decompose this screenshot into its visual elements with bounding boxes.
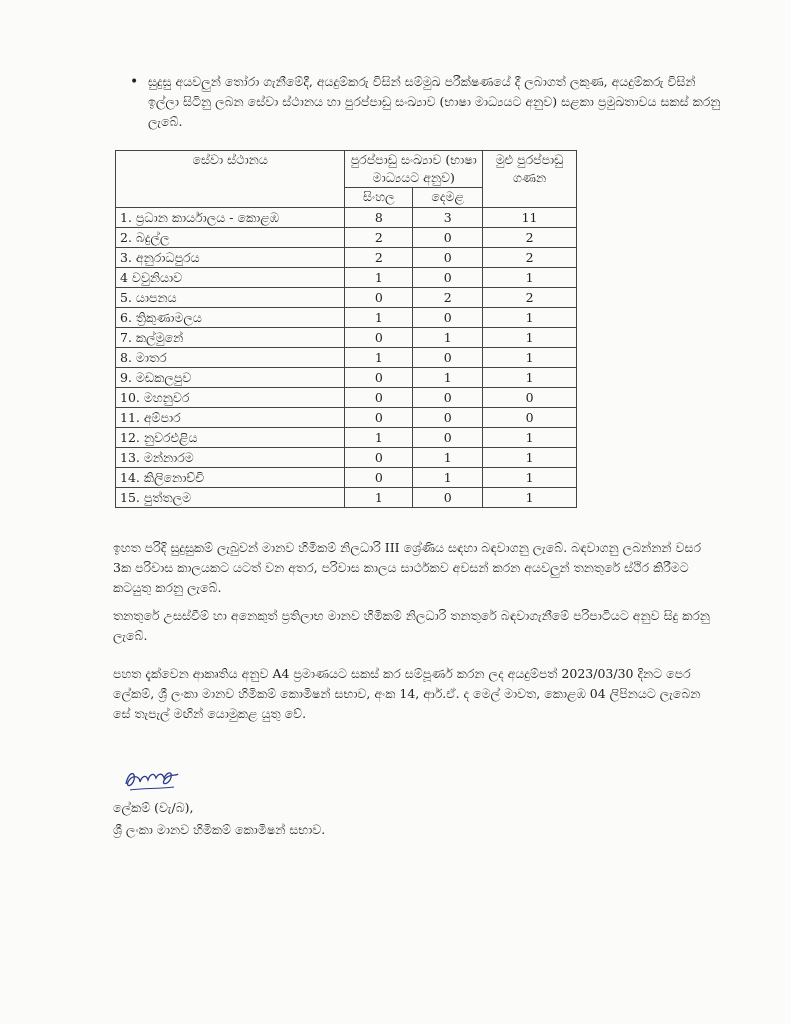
header-station: සේවා ස්ථානය xyxy=(116,151,345,208)
tamil-cell: 1 xyxy=(413,328,483,348)
header-total: මුළු පුරප්පාඩු ගණන xyxy=(483,151,577,208)
intro-text: සුදුසු අයවලුන් තෝරා ගැනීමේදී, අයදුම්කරු විසින් සම්මුඛ පරීක්ෂණයේ දී ලබාගත් ලකුණ, අයදුම්කරු විසින් ඉල්ලා සිටිනු ලබන සේවා ස්ථානය හා පුරප්පාඩු සංඛ්‍යාව (භාෂා මාධ්‍යයට අනුව) සළකා ප්‍රමුඛතාවය සකස් කරනු ලැබේ. xyxy=(148,74,721,129)
signature-organization: ශ්‍රී ලංකා මානව හිමිකම් කොමිෂන් සභාව. xyxy=(113,822,326,837)
bullet-icon: • xyxy=(130,74,139,90)
tamil-cell: 0 xyxy=(413,308,483,328)
total-cell: 0 xyxy=(483,388,577,408)
sinhala-cell: 0 xyxy=(345,368,413,388)
table-row xyxy=(116,388,577,408)
table-row xyxy=(116,448,577,468)
table-row xyxy=(116,268,577,288)
station-cell: 15. පුත්තලම xyxy=(116,488,345,508)
total-cell: 0 xyxy=(483,408,577,428)
table-row xyxy=(116,368,577,388)
total-cell: 1 xyxy=(483,308,577,328)
station-cell: 6. ත්‍රිකුණාමලය xyxy=(116,308,345,328)
vacancy-table xyxy=(115,150,577,508)
tamil-cell: 0 xyxy=(413,268,483,288)
table-row xyxy=(116,328,577,348)
station-cell: 11. අම්පාර xyxy=(116,408,345,428)
sinhala-cell: 1 xyxy=(345,428,413,448)
sinhala-cell: 2 xyxy=(345,248,413,268)
table-row xyxy=(116,348,577,368)
total-cell: 2 xyxy=(483,228,577,248)
sinhala-cell: 1 xyxy=(345,348,413,368)
tamil-cell: 2 xyxy=(413,288,483,308)
total-cell: 1 xyxy=(483,448,577,468)
station-cell: 2. බදුල්ල xyxy=(116,228,345,248)
handwritten-signature xyxy=(122,764,182,798)
paragraph-application: පහත දැක්වෙන ආකෘතිය අනුව A4 ප්‍රමාණයට සකස් කර සම්පූර්ණ කරන ලද අයදුම්පත් 2023/03/30 දිනට පෙර ලේකම්, ශ්‍රී ලංකා මානව හිමිකම් කොමිෂන් සභාව, අංක 14, ආර්.ඒ. ද මෙල් මාවත, කොළඹ 04 ලිපිනයට ලැබෙන සේ තැපැල් මඟින් යොමුකළ යුතු වේ. xyxy=(113,666,701,721)
tamil-cell: 1 xyxy=(413,468,483,488)
tamil-cell: 0 xyxy=(413,428,483,448)
sinhala-cell: 1 xyxy=(345,488,413,508)
total-cell: 11 xyxy=(483,208,577,228)
intro-bullet xyxy=(130,72,728,132)
table-row xyxy=(116,208,577,228)
total-cell: 1 xyxy=(483,268,577,288)
station-cell: 14. කිලිනොච්චි xyxy=(116,468,345,488)
station-cell: 5. යාපනය xyxy=(116,288,345,308)
tamil-cell: 0 xyxy=(413,388,483,408)
tamil-cell: 0 xyxy=(413,228,483,248)
station-cell: 10. මහනුවර xyxy=(116,388,345,408)
table-row xyxy=(116,488,577,508)
tamil-cell: 1 xyxy=(413,368,483,388)
sinhala-cell: 0 xyxy=(345,408,413,428)
station-cell: 3. අනුරාධපුරය xyxy=(116,248,345,268)
paragraph-recruitment: ඉහත පරිදි සුදුසුකම් ලැබුවන් මානව හිමිකම් නිලධාරි III ශ්‍රේණිය සඳහා බඳවාගනු ලැබේ. බඳවාගනු ලබන්නන් වසර 3ක පරිවාස කාලයකට යටත් වන අතර, පරිවාස කාලය සාර්ථකව අවසන් කරන අයවලුන් තනතුරේ ස්ථිර කිරීමට කටයුතු කරනු ලැබේ. xyxy=(113,540,702,595)
station-cell: 7. කල්මුනේ xyxy=(116,328,345,348)
sinhala-cell: 2 xyxy=(345,228,413,248)
tamil-cell: 0 xyxy=(413,348,483,368)
total-cell: 1 xyxy=(483,428,577,448)
sinhala-cell: 0 xyxy=(345,328,413,348)
sinhala-cell: 0 xyxy=(345,288,413,308)
table-row xyxy=(116,428,577,448)
header-sinhala: සිංහල xyxy=(345,188,413,208)
header-tamil: දෙමළ xyxy=(413,188,483,208)
total-cell: 1 xyxy=(483,368,577,388)
total-cell: 1 xyxy=(483,488,577,508)
station-cell: 4 වවුනියාව xyxy=(116,268,345,288)
tamil-cell: 0 xyxy=(413,248,483,268)
table-row xyxy=(116,408,577,428)
total-cell: 1 xyxy=(483,468,577,488)
station-cell: 13. මන්නාරම xyxy=(116,448,345,468)
total-cell: 2 xyxy=(483,248,577,268)
total-cell: 2 xyxy=(483,288,577,308)
sinhala-cell: 1 xyxy=(345,268,413,288)
sinhala-cell: 0 xyxy=(345,448,413,468)
sinhala-cell: 8 xyxy=(345,208,413,228)
table-row xyxy=(116,248,577,268)
total-cell: 1 xyxy=(483,348,577,368)
total-cell: 1 xyxy=(483,328,577,348)
tamil-cell: 3 xyxy=(413,208,483,228)
tamil-cell: 0 xyxy=(413,408,483,428)
signature-title: ලේකම් (වැ/බ), xyxy=(113,800,194,815)
table-row xyxy=(116,228,577,248)
sinhala-cell: 0 xyxy=(345,468,413,488)
signature-block xyxy=(113,797,325,841)
table-row xyxy=(116,288,577,308)
station-cell: 8. මාතර xyxy=(116,348,345,368)
tamil-cell: 1 xyxy=(413,448,483,468)
table-row xyxy=(116,468,577,488)
table-row xyxy=(116,308,577,328)
paragraph-promotion: තනතුරේ උසස්වීම් හා අනෙකුත් ප්‍රතිලාභ මානව හිමිකම් නිලධාරි තනතුරේ බඳවාගැනීමේ පරිපාටියට අනුව සිදු කරනු ලැබේ. xyxy=(113,608,710,643)
station-cell: 9. මඩකලපුව xyxy=(116,368,345,388)
station-cell: 1. ප්‍රධාන කාර්යාලය - කොළඹ xyxy=(116,208,345,228)
header-vacancies: පුරප්පාඩු සංඛ්‍යාව (භාෂා මාධ්‍යයට අනුව) xyxy=(345,151,483,188)
station-cell: 12. නුවරඑළිය xyxy=(116,428,345,448)
sinhala-cell: 1 xyxy=(345,308,413,328)
table-body xyxy=(116,208,577,508)
sinhala-cell: 0 xyxy=(345,388,413,408)
tamil-cell: 0 xyxy=(413,488,483,508)
